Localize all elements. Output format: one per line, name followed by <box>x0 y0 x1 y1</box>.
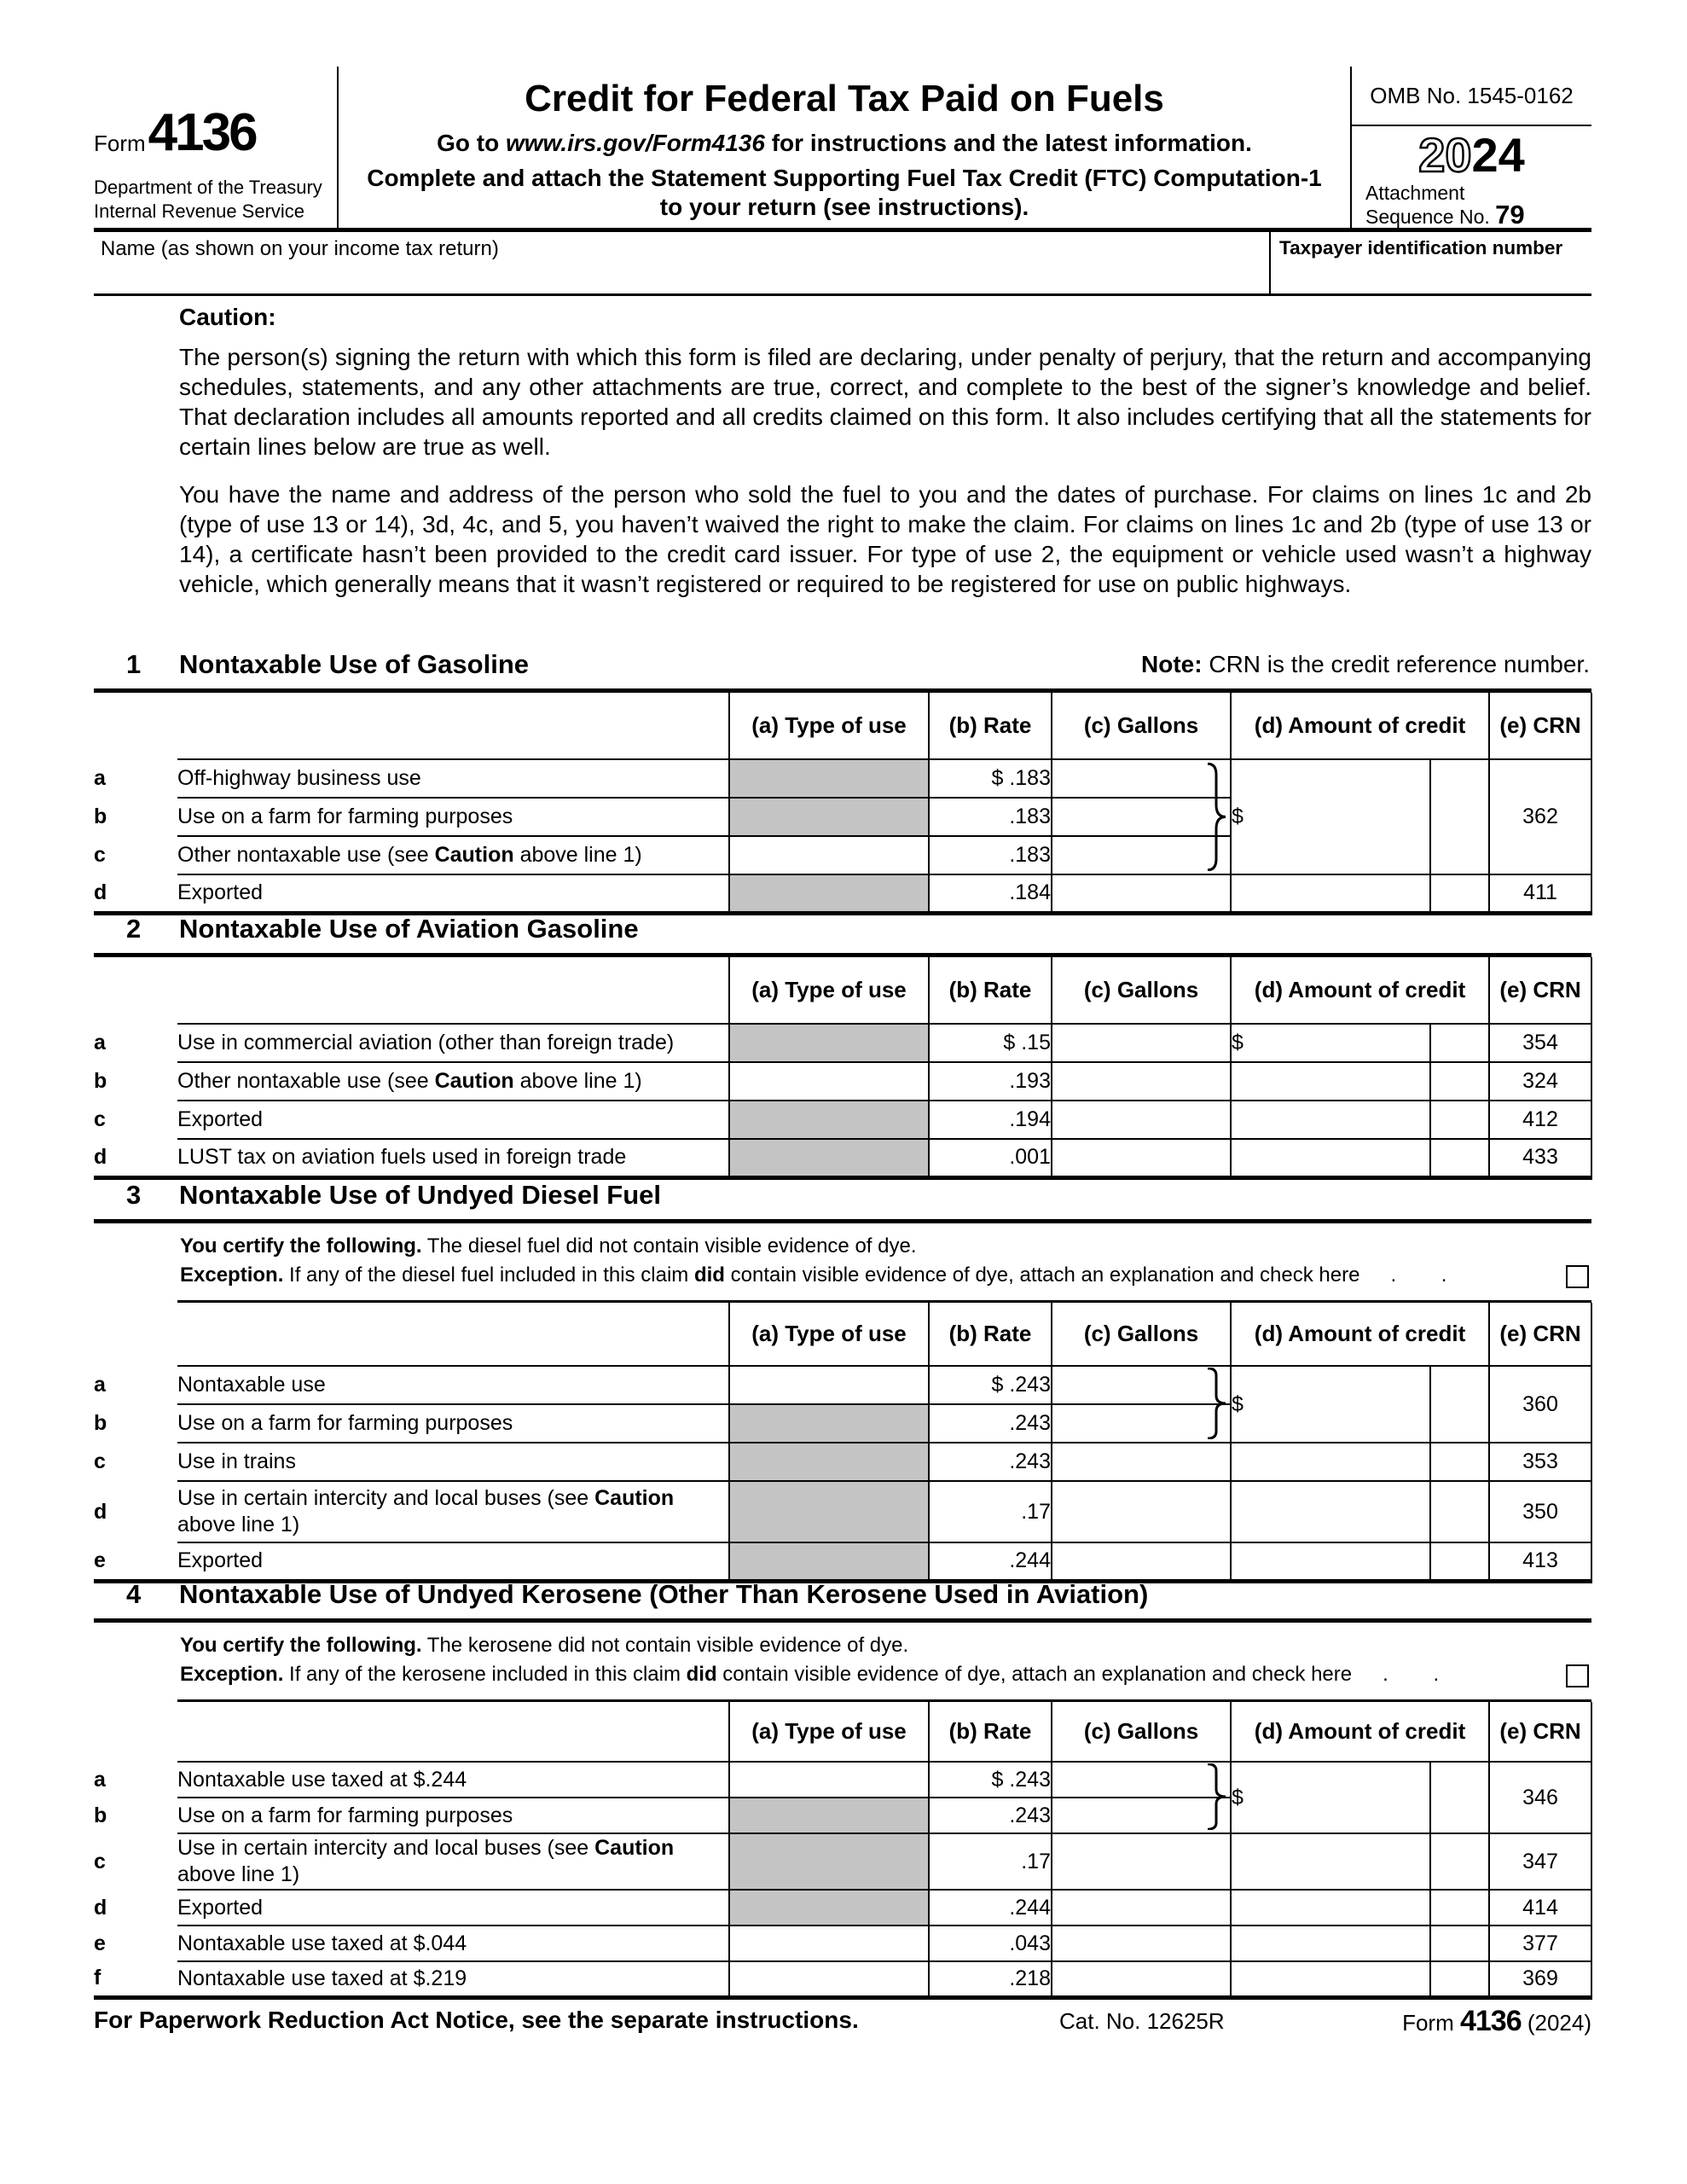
amount-of-credit-cell[interactable] <box>1231 1062 1430 1101</box>
exception-line <box>180 1261 1591 1290</box>
type-of-use-cell <box>729 1798 929 1833</box>
amount-cents-cell[interactable] <box>1430 1101 1489 1139</box>
amount-cents-cell[interactable] <box>1430 1961 1489 1997</box>
type-of-use-cell[interactable] <box>729 1366 929 1404</box>
row-letter: f <box>94 1961 177 1997</box>
corner-cell <box>94 693 177 759</box>
table-row-4d <box>94 1890 1591 1926</box>
paperwork-notice: For Paperwork Reduction Act Notice, see the separate instructions. <box>94 2007 859 2033</box>
description-text: Use in certain intercity and local buses (see <box>177 1486 595 1510</box>
amount-cents-cell[interactable] <box>1430 1366 1489 1443</box>
rate-value: .001 <box>929 1139 1052 1177</box>
rate-value: .184 <box>929 874 1052 913</box>
tin-field[interactable] <box>1271 232 1591 293</box>
row-description <box>177 1481 729 1542</box>
sequence-number: 79 <box>1495 200 1525 229</box>
crn-value: 324 <box>1489 1062 1591 1101</box>
crn-value: 350 <box>1489 1481 1591 1542</box>
col-e-header: (e) CRN <box>1489 1303 1591 1366</box>
row-description <box>177 1024 729 1062</box>
col-d-header: (d) Amount of credit <box>1231 1702 1489 1762</box>
row-description <box>177 836 729 874</box>
description-text: Other nontaxable use (see <box>177 843 435 867</box>
table-row-3c <box>94 1443 1591 1481</box>
agency-line-2: Internal Revenue Service <box>94 200 305 222</box>
footer-form-id <box>1402 2005 1591 2038</box>
row-letter: a <box>94 1767 106 1792</box>
certify-text: The diesel fuel did not contain visible evidence of dye. <box>421 1234 917 1258</box>
table-row-3d <box>94 1481 1591 1542</box>
row-description <box>177 1926 729 1961</box>
goto-suffix: for instructions and the latest information. <box>764 130 1252 156</box>
description-text-after: above line 1) <box>513 843 642 867</box>
section-title: Nontaxable Use of Gasoline <box>179 648 529 679</box>
col-e-header: (e) CRN <box>1489 957 1591 1024</box>
type-of-use-cell[interactable] <box>729 1762 929 1798</box>
tin-field-label: Taxpayer identification number <box>1279 237 1563 258</box>
type-of-use-cell <box>729 1024 929 1062</box>
tax-year <box>1352 128 1591 182</box>
description-header-cell <box>177 1303 729 1366</box>
crn-note <box>1141 651 1590 678</box>
rate-value: $ .243 <box>929 1762 1052 1798</box>
gallons-cell[interactable] <box>1052 1926 1231 1961</box>
rate-value: .193 <box>929 1062 1052 1101</box>
crn-value: 412 <box>1489 1101 1591 1139</box>
col-b-header: (b) Rate <box>929 957 1052 1024</box>
footer-form-word: Form <box>1402 2010 1454 2036</box>
amount-cents-cell[interactable] <box>1430 1024 1489 1062</box>
section-table <box>94 693 1591 915</box>
description-text: Exported <box>177 1895 264 1920</box>
dye-exception-checkbox[interactable] <box>1566 1265 1589 1288</box>
amount-of-credit-cell[interactable] <box>1231 1890 1430 1926</box>
description-caution-ref: Caution <box>434 1069 514 1093</box>
column-header-row <box>94 1702 1591 1762</box>
col-a-header: (a) Type of use <box>729 693 929 759</box>
description-text: Nontaxable use taxed at $.219 <box>177 1966 467 1990</box>
amount-cents-cell[interactable] <box>1430 1481 1489 1542</box>
amount-cents-cell[interactable] <box>1430 759 1489 874</box>
crn-value: 354 <box>1489 1024 1591 1062</box>
row-letter: d <box>94 1139 177 1177</box>
section-number: 4 <box>126 1578 142 1609</box>
form-number: 4136 <box>148 103 256 162</box>
page-footer <box>94 2005 1591 2042</box>
omb-number: OMB No. 1545-0162 <box>1352 67 1591 126</box>
table-row-2b <box>94 1062 1591 1101</box>
col-e-header: (e) CRN <box>1489 693 1591 759</box>
exception-lead: Exception. <box>180 1263 284 1287</box>
goto-prefix: Go to <box>437 130 506 156</box>
description-text: Use on a farm for farming purposes <box>177 1411 513 1435</box>
corner-cell <box>94 957 177 1024</box>
description-text: Off-highway business use <box>177 766 421 790</box>
amount-of-credit-cell[interactable] <box>1231 1833 1430 1890</box>
amount-of-credit-cell[interactable]: $ <box>1231 1024 1430 1062</box>
amount-of-credit-cell[interactable] <box>1231 1101 1430 1139</box>
name-field[interactable] <box>94 232 1271 293</box>
goto-line <box>339 130 1350 157</box>
row-letter: d <box>94 1499 107 1524</box>
description-text: Nontaxable use taxed at $.044 <box>177 1931 467 1955</box>
dot-leader: . . <box>1390 1263 1447 1287</box>
description-text: Nontaxable use taxed at $.244 <box>177 1767 467 1792</box>
table-row-3a <box>94 1366 1591 1404</box>
type-of-use-cell <box>729 1833 929 1890</box>
footer-form-year: (2024) <box>1527 2010 1591 2036</box>
corner-cell <box>94 1303 177 1366</box>
certify-line <box>180 1631 1591 1660</box>
col-b-header: (b) Rate <box>929 1702 1052 1762</box>
section-title: Nontaxable Use of Aviation Gasoline <box>179 913 639 944</box>
amount-cents-cell[interactable] <box>1430 1926 1489 1961</box>
rate-value: .043 <box>929 1926 1052 1961</box>
row-description <box>177 1062 729 1101</box>
section-title: Nontaxable Use of Undyed Kerosene (Other Than Kerosene Used in Aviation) <box>179 1578 1149 1609</box>
col-c-header: (c) Gallons <box>1052 957 1231 1024</box>
rate-value: $ .243 <box>929 1366 1052 1404</box>
col-d-header: (d) Amount of credit <box>1231 957 1489 1024</box>
col-c-header: (c) Gallons <box>1052 1702 1231 1762</box>
description-text: Use on a farm for farming purposes <box>177 804 513 828</box>
certify-line <box>180 1232 1591 1261</box>
exception-did: did <box>686 1663 717 1686</box>
description-header-cell <box>177 693 729 759</box>
section-heading <box>94 1170 1591 1223</box>
caution-heading: Caution: <box>179 304 276 330</box>
description-text: Use on a farm for farming purposes <box>177 1803 513 1827</box>
dye-exception-checkbox[interactable] <box>1566 1664 1589 1687</box>
table-row-2c <box>94 1101 1591 1139</box>
row-letter: a <box>94 1373 106 1397</box>
tax-year-outline: 20 <box>1418 128 1472 182</box>
section-3 <box>94 1170 1591 1583</box>
brace-glyph <box>1203 1763 1229 1830</box>
amount-of-credit-cell[interactable]: $ <box>1231 1762 1430 1833</box>
rate-value: .183 <box>929 798 1052 836</box>
row-letter: a <box>94 766 106 790</box>
row-letter: a <box>94 1031 106 1054</box>
footer-form-number: 4136 <box>1459 2005 1522 2037</box>
col-c-header: (c) Gallons <box>1052 1303 1231 1366</box>
row-letter: b <box>94 1069 107 1093</box>
brace-glyph <box>1203 763 1229 871</box>
crn-note-lead: Note: <box>1141 650 1203 677</box>
row-letter: b <box>94 1803 107 1827</box>
crn-value: 411 <box>1489 874 1591 913</box>
rate-value: .17 <box>929 1481 1052 1542</box>
col-a-header: (a) Type of use <box>729 1702 929 1762</box>
row-description <box>177 798 729 836</box>
crn-value: 360 <box>1489 1366 1591 1443</box>
tax-year-solid: 24 <box>1471 128 1525 182</box>
gallons-cell[interactable] <box>1052 1890 1231 1926</box>
section-heading <box>94 640 1591 693</box>
certify-lead: You certify the following. <box>180 1634 422 1657</box>
amount-of-credit-cell[interactable] <box>1231 1481 1430 1542</box>
row-description <box>177 1366 729 1404</box>
amount-cents-cell[interactable] <box>1430 1890 1489 1926</box>
type-of-use-cell[interactable] <box>729 1961 929 1997</box>
table-row-1a <box>94 759 1591 798</box>
row-description <box>177 1101 729 1139</box>
row-letter: b <box>94 804 107 828</box>
gallons-cell[interactable] <box>1052 1024 1231 1062</box>
certify-lead: You certify the following. <box>180 1234 422 1258</box>
exception-lead: Exception. <box>180 1663 284 1686</box>
gallons-cell[interactable] <box>1052 1062 1231 1101</box>
rate-value: .194 <box>929 1101 1052 1139</box>
crn-value: 346 <box>1489 1762 1591 1833</box>
catalog-number: Cat. No. 12625R <box>1059 2008 1225 2034</box>
rate-value: $ .15 <box>929 1024 1052 1062</box>
gallons-cell[interactable] <box>1052 1101 1231 1139</box>
exception-text: If any of the diesel fuel included in this claim <box>283 1263 694 1287</box>
row-description <box>177 1833 729 1890</box>
table-row-4a <box>94 1762 1591 1798</box>
section-4 <box>94 1570 1591 2000</box>
section-number: 1 <box>126 648 142 679</box>
description-text: Exported <box>177 1548 264 1573</box>
exception-text-2: contain visible evidence of dye, attach an explanation and check here <box>716 1663 1353 1686</box>
agency-line-1: Department of the Treasury <box>94 177 322 198</box>
caution-paragraph-2: You have the name and address of the person who sold the fuel to you and the dates of purchase. For claims on lines 1c and 2b (type of use 13 or 14), 3d, 4c, and 5, you haven’t waived the right to make the claim. For claims on lines 1c and 2b (type of use 13 or 14), a certificate hasn’t been provided to the credit card issuer. For type of use 2, the equipment or vehicle used wasn’t a highway vehicle, which generally means that it wasn’t registered or required to be registered for use on public highways. <box>179 481 1591 597</box>
section-title: Nontaxable Use of Undyed Diesel Fuel <box>179 1179 662 1210</box>
type-of-use-cell <box>729 759 929 798</box>
rate-value: .183 <box>929 836 1052 874</box>
form-title-block <box>339 67 1352 228</box>
description-text: Exported <box>177 1107 264 1131</box>
crn-value: 347 <box>1489 1833 1591 1890</box>
crn-value: 433 <box>1489 1139 1591 1177</box>
description-text: LUST tax on aviation fuels used in foreign trade <box>177 1145 627 1170</box>
form-word: Form <box>94 131 146 156</box>
col-a-header: (a) Type of use <box>729 957 929 1024</box>
fuel-use-table <box>94 1303 1592 1583</box>
description-text: Use in certain intercity and local buses (see <box>177 1836 595 1860</box>
rate-value: .17 <box>929 1833 1052 1890</box>
crn-value: 377 <box>1489 1926 1591 1961</box>
type-of-use-cell <box>729 1481 929 1542</box>
omb-block <box>1352 67 1591 228</box>
irs-url: www.irs.gov/Form4136 <box>505 130 765 156</box>
row-letter: b <box>94 1411 107 1435</box>
crn-value: 362 <box>1489 759 1591 874</box>
description-text: Use in commercial aviation (other than foreign trade) <box>177 1031 675 1054</box>
row-letter: c <box>94 1107 106 1131</box>
col-c-header: (c) Gallons <box>1052 693 1231 759</box>
exception-did: did <box>693 1263 725 1287</box>
gallons-cell[interactable] <box>1052 1961 1231 1997</box>
sequence-word: Sequence No. <box>1365 206 1490 228</box>
table-row-4f <box>94 1961 1591 1997</box>
amount-of-credit-cell[interactable]: $ <box>1231 759 1430 874</box>
amount-cents-cell[interactable] <box>1430 1062 1489 1101</box>
gallons-cell[interactable] <box>1052 1833 1231 1890</box>
description-text-after: above line 1) <box>513 1069 642 1093</box>
description-text: Other nontaxable use (see <box>177 1069 435 1093</box>
attach-instruction-line-1: Complete and attach the Statement Supporting Fuel Tax Credit (FTC) Computation-1 <box>367 165 1322 191</box>
col-b-header: (b) Rate <box>929 1303 1052 1366</box>
amount-cents-cell[interactable] <box>1430 1443 1489 1481</box>
crn-value: 414 <box>1489 1890 1591 1926</box>
rate-value: .243 <box>929 1798 1052 1833</box>
type-of-use-cell <box>729 1443 929 1481</box>
row-letter: e <box>94 1931 106 1955</box>
table-row-2a <box>94 1024 1591 1062</box>
col-e-header: (e) CRN <box>1489 1702 1591 1762</box>
amount-of-credit-cell[interactable] <box>1231 1926 1430 1961</box>
exception-line <box>180 1660 1591 1689</box>
brace-glyph <box>1203 1368 1229 1439</box>
type-of-use-cell[interactable] <box>729 1926 929 1961</box>
gallons-cell[interactable] <box>1052 1443 1231 1481</box>
type-of-use-cell <box>729 798 929 836</box>
column-header-row <box>94 693 1591 759</box>
type-of-use-cell[interactable] <box>729 1062 929 1101</box>
row-description <box>177 1443 729 1481</box>
form-number-block <box>94 103 337 162</box>
caution-paragraph-1: The person(s) signing the return with which this form is filed are declaring, under penalty of perjury, that the return and accompanying schedules, statements, and any other attachments are true, correct, and complete to the best of the signer’s knowledge and belief. That declaration includes all amounts reported and all credits claimed on this form. It also includes certifying that all the statements for certain lines below are true as well. <box>179 344 1591 460</box>
dot-leader: . . <box>1383 1663 1440 1686</box>
fuel-use-table <box>94 1702 1592 2000</box>
section-table <box>94 1303 1591 1583</box>
exception-text-2: contain visible evidence of dye, attach an explanation and check here <box>724 1263 1360 1287</box>
name-field-label: Name (as shown on your income tax return) <box>101 237 499 260</box>
crn-note-text: CRN is the credit reference number. <box>1202 650 1590 677</box>
description-caution-ref: Caution <box>594 1486 675 1510</box>
fuel-use-table <box>94 957 1592 1180</box>
certification-block <box>177 1623 1591 1702</box>
gallons-cell[interactable] <box>1052 1481 1231 1542</box>
section-heading <box>94 904 1591 957</box>
row-letter: d <box>94 874 177 913</box>
section-table <box>94 957 1591 1180</box>
row-letter: c <box>94 1449 106 1473</box>
description-header-cell <box>177 957 729 1024</box>
description-text: Nontaxable use <box>177 1373 326 1397</box>
crn-value: 413 <box>1489 1542 1591 1581</box>
row-letter: d <box>94 1895 107 1920</box>
column-header-row <box>94 1303 1591 1366</box>
col-d-header: (d) Amount of credit <box>1231 1303 1489 1366</box>
amount-of-credit-cell[interactable] <box>1231 1443 1430 1481</box>
row-letter: c <box>94 1849 106 1873</box>
section-2 <box>94 904 1591 1180</box>
identification-row <box>94 232 1591 296</box>
rate-value: .244 <box>929 1542 1052 1581</box>
section-heading <box>94 1570 1591 1623</box>
row-letter: e <box>94 1542 177 1581</box>
description-text-after: above line 1) <box>177 1513 300 1536</box>
col-a-header: (a) Type of use <box>729 1303 929 1366</box>
column-header-row <box>94 957 1591 1024</box>
amount-of-credit-cell[interactable] <box>1231 1961 1430 1997</box>
type-of-use-cell <box>729 1404 929 1443</box>
row-description <box>177 1762 729 1798</box>
rate-value: .244 <box>929 1890 1052 1926</box>
row-description <box>177 1798 729 1833</box>
table-row-4e <box>94 1926 1591 1961</box>
section-number: 3 <box>126 1179 142 1210</box>
row-description <box>177 759 729 798</box>
rate-value: .218 <box>929 1961 1052 1997</box>
attachment-sequence <box>1352 182 1591 228</box>
section-1 <box>94 640 1591 915</box>
description-header-cell <box>177 1702 729 1762</box>
col-b-header: (b) Rate <box>929 693 1052 759</box>
crn-value: 353 <box>1489 1443 1591 1481</box>
caution-block <box>179 304 1591 599</box>
amount-of-credit-cell[interactable]: $ <box>1231 1366 1430 1443</box>
form-identity <box>94 67 339 228</box>
description-text: Use in trains <box>177 1449 296 1473</box>
section-number: 2 <box>126 913 142 944</box>
amount-cents-cell[interactable] <box>1430 1833 1489 1890</box>
description-caution-ref: Caution <box>434 843 514 867</box>
certify-text: The kerosene did not contain visible evidence of dye. <box>421 1634 909 1657</box>
type-of-use-cell[interactable] <box>729 836 929 874</box>
row-letter: c <box>94 843 106 867</box>
section-table <box>94 1702 1591 2000</box>
certification-block <box>177 1223 1591 1303</box>
table-row-4c <box>94 1833 1591 1890</box>
type-of-use-cell <box>729 1890 929 1926</box>
description-text-after: above line 1) <box>177 1862 300 1886</box>
exception-text: If any of the kerosene included in this claim <box>283 1663 687 1686</box>
row-description <box>177 1890 729 1926</box>
col-d-header: (d) Amount of credit <box>1231 693 1489 759</box>
page-title: Credit for Federal Tax Paid on Fuels <box>525 78 1164 119</box>
description-caution-ref: Caution <box>594 1836 675 1860</box>
form-header <box>94 67 1591 232</box>
rate-value: .243 <box>929 1404 1052 1443</box>
attachment-word: Attachment <box>1365 182 1465 204</box>
attach-instruction-line-2: to your return (see instructions). <box>659 194 1029 220</box>
row-description <box>177 1961 729 1997</box>
fuel-use-table <box>94 693 1592 915</box>
type-of-use-cell <box>729 1101 929 1139</box>
corner-cell <box>94 1702 177 1762</box>
crn-value: 369 <box>1489 1961 1591 1997</box>
row-description <box>177 1404 729 1443</box>
rate-value: $ .183 <box>929 759 1052 798</box>
description-text: Exported <box>177 880 264 905</box>
amount-cents-cell[interactable] <box>1430 1762 1489 1833</box>
rate-value: .243 <box>929 1443 1052 1481</box>
sequence-line <box>1365 200 1591 229</box>
